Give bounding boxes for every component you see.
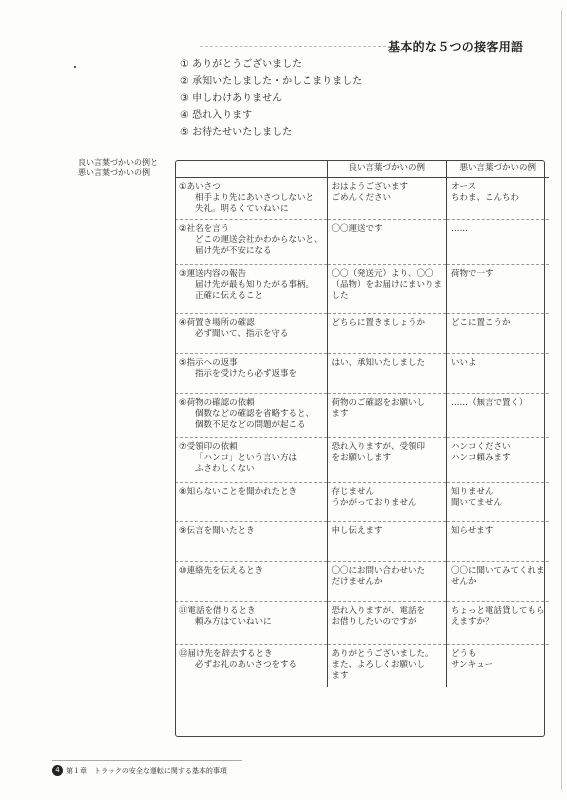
bad-example-line: …… (451, 224, 469, 234)
table-row (175, 438, 549, 483)
footer-rule (52, 760, 242, 761)
good-example-line: 〇〇にお問い合わせいた (331, 566, 426, 576)
situation-cell (175, 265, 327, 314)
good-example-cell (327, 562, 447, 602)
table-row (175, 394, 549, 438)
table-row (175, 483, 549, 522)
situation-note: 必ずお礼のあいさつをする (195, 660, 298, 670)
situation-cell (175, 645, 327, 687)
bad-example-cell (447, 178, 549, 220)
phrase-item: ④ 恐れ入ります (180, 110, 253, 121)
good-example-cell (327, 354, 447, 394)
bad-example-line: どうも (451, 649, 477, 659)
header-good: 良い言葉づかいの例 (327, 160, 447, 178)
good-example-line: した (331, 291, 349, 301)
table-row (175, 265, 549, 314)
table-header-row (175, 160, 549, 178)
good-example-line: 恐れ入りますが、受領印 (331, 442, 426, 452)
good-example-cell (327, 438, 447, 483)
section-title: 基本的な５つの接客用語 (388, 40, 524, 54)
bad-example-cell (447, 314, 549, 354)
bad-example-line: サンキュー (451, 660, 494, 670)
situation-note: 相手より先にあいさつしないと (195, 193, 315, 203)
bad-example-line: 知りません (451, 487, 494, 497)
good-example-line: 〇〇（発送元）より、〇〇 (331, 269, 434, 279)
good-example-cell (327, 645, 447, 687)
bad-example-cell (447, 483, 549, 522)
stray-mark (74, 66, 76, 68)
good-example-cell (327, 314, 447, 354)
situation-cell (175, 178, 327, 220)
bad-example-cell (447, 394, 549, 438)
good-example-line: をお願いします (331, 453, 392, 463)
good-example-cell (327, 483, 447, 522)
situation-title: ⑦受領印の依頼 (179, 442, 238, 452)
situation-title: ①あいさつ (179, 182, 221, 192)
bad-example-line: ちわま、こんちわ (451, 193, 520, 203)
table-row (175, 314, 549, 354)
bad-example-line: 荷物で一す (451, 269, 494, 279)
situation-cell (175, 314, 327, 354)
side-caption (78, 158, 158, 178)
bad-example-line: ハンコください (451, 442, 511, 452)
bad-example-cell (447, 562, 549, 602)
situation-cell (175, 354, 327, 394)
phrase-item: ⑤ お待たせいたしました (180, 127, 293, 138)
header-blank-cell (175, 160, 327, 178)
good-example-line: （品物）をお届けにまいりま (331, 280, 443, 290)
side-caption-line: 悪い言葉づかいの例 (78, 168, 150, 177)
good-example-line: 恐れ入りますが、電話を (331, 606, 426, 616)
situation-title: ③運送内容の報告 (179, 269, 247, 279)
table-row (175, 602, 549, 645)
situation-note: 必ず聞いて、指示を守る (195, 329, 289, 339)
table-row (175, 354, 549, 394)
good-example-cell (327, 394, 447, 438)
bad-example-cell (447, 265, 549, 314)
page-edge-line (561, 10, 562, 790)
bad-example-line: 聞いてません (451, 498, 503, 508)
bad-example-cell (447, 438, 549, 483)
situation-note: 「ハンコ」という言い方は (195, 453, 298, 463)
situation-title: ⑪電話を借りるとき (179, 606, 256, 616)
table-row (175, 562, 549, 602)
situation-note: 個数不足などの問題が起こる (195, 420, 306, 430)
table-row (175, 220, 549, 265)
phrase-item: ① ありがとうございました (180, 59, 303, 70)
page-number-badge: 4 (52, 765, 63, 776)
bad-example-line: ハンコ頼みます (451, 453, 511, 463)
bad-example-cell (447, 645, 549, 687)
good-example-line: お借りしたいのですが (331, 617, 417, 627)
table-row (175, 645, 549, 687)
situation-cell (175, 220, 327, 265)
good-example-line: どちらに置きましょうか (331, 318, 426, 328)
good-example-line: ます (331, 671, 349, 681)
bad-example-cell (447, 220, 549, 265)
bad-example-line: 〇〇に聞いてみてくれま (451, 566, 545, 576)
good-example-line: だけませんか (331, 577, 383, 587)
bad-example-line: オース (451, 182, 477, 192)
situation-title: ⑨伝言を聞いたとき (179, 526, 255, 536)
table-row (175, 178, 549, 220)
good-example-line: 申し伝えます (331, 526, 383, 536)
bad-example-cell (447, 354, 549, 394)
good-example-cell (327, 522, 447, 562)
good-example-line: 〇〇運送です (331, 224, 383, 234)
good-example-line: ます (331, 409, 349, 419)
good-example-line: 荷物のご確認をお願いし (331, 398, 426, 408)
side-caption-line: 良い言葉づかいの例と (78, 158, 158, 167)
bad-example-line: えますか？ (451, 617, 494, 627)
situation-cell (175, 483, 327, 522)
header-bad: 悪い言葉づかいの例 (447, 160, 549, 178)
good-example-cell (327, 178, 447, 220)
bad-example-line: ……（無言で置く） (451, 398, 528, 408)
situation-title: ⑥荷物の確認の依頼 (179, 398, 255, 408)
good-example-cell (327, 220, 447, 265)
good-example-line: おはようございます (331, 182, 409, 192)
situation-note: ふさわしくない (195, 464, 255, 474)
good-example-line: ごめんください (331, 193, 392, 203)
good-example-line: また、よろしくお願いし (331, 660, 426, 670)
bad-example-cell (447, 602, 549, 645)
example-table (175, 160, 549, 687)
footer-chapter: 第１章 トラックの安全な運転に関する基本的事項 (66, 767, 227, 775)
situation-cell (175, 394, 327, 438)
good-example-line: はい、承知いたしました (331, 358, 426, 368)
situation-title: ⑧知らないことを聞かれたとき (179, 487, 298, 497)
situation-cell (175, 522, 327, 562)
situation-title: ②社名を言う (179, 224, 230, 234)
bad-example-line: どこに置こうか (451, 318, 511, 328)
phrase-item: ② 承知いたしました・かしこまりました (180, 76, 363, 87)
situation-note: 頼み方はていねいに (195, 617, 272, 627)
good-example-cell (327, 265, 447, 314)
bad-example-line: せんか (451, 577, 477, 587)
situation-title: ⑩連絡先を伝えるとき (179, 566, 264, 576)
header-rule (200, 46, 386, 47)
situation-cell (175, 562, 327, 602)
situation-note: 失礼。明るくていねいに (195, 204, 289, 214)
table-row (175, 522, 549, 562)
situation-note: 正確に伝えること (195, 291, 264, 301)
situation-cell (175, 438, 327, 483)
situation-note: 届け先が不安になる (195, 246, 272, 256)
bad-example-line: 知らせます (451, 526, 494, 536)
bad-example-line: ちょっと電話貸してもら (451, 606, 545, 616)
good-example-line: ありがとうございました。 (331, 649, 434, 659)
phrase-item: ③ 申しわけありません (180, 93, 283, 104)
situation-note: 個数などの確認を省略すると、 (195, 409, 315, 419)
bad-example-line: いいよ (451, 358, 477, 368)
situation-cell (175, 602, 327, 645)
situation-note: どこの運送会社かわからないと、 (195, 235, 323, 245)
good-example-cell (327, 602, 447, 645)
phrase-list (180, 56, 362, 141)
situation-title: ⑫届け先を辞去するとき (179, 649, 273, 659)
situation-note: 指示を受けたら必ず返事を (195, 369, 298, 379)
good-example-line: うかがっておりません (331, 498, 417, 508)
situation-title: ④荷置き場所の確認 (179, 318, 255, 328)
good-example-line: 存じません (331, 487, 375, 497)
situation-title: ⑤指示への返事 (179, 358, 238, 368)
bad-example-cell (447, 522, 549, 562)
situation-note: 届け先が最も知りたがる事柄。 (195, 280, 315, 290)
